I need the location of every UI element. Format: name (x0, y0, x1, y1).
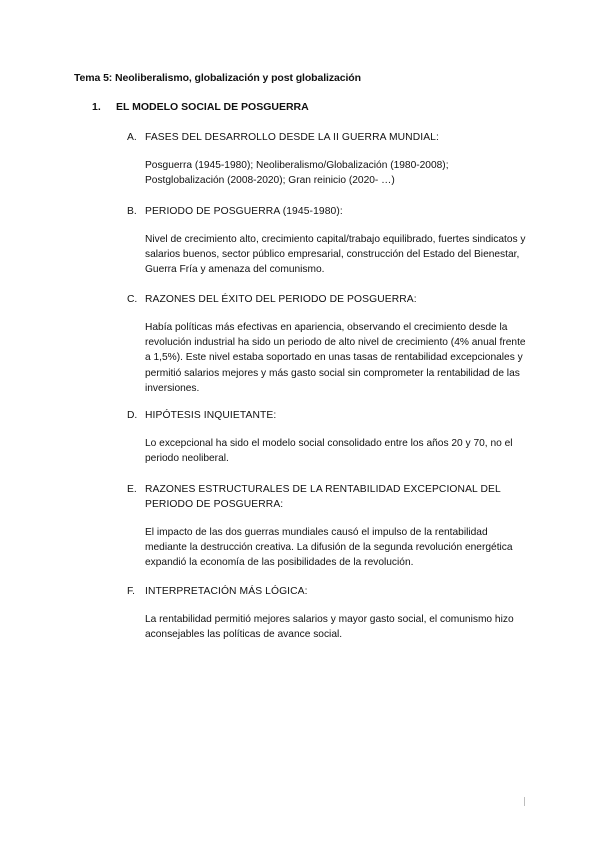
section-number: 1. (92, 101, 101, 113)
item-body: Nivel de crecimiento alto, crecimiento capital/trabajo equilibrado, fuertes sindicatos y salarios buenos, sector público empresarial, construcción del Estado del Bienestar, Guerra Fría y amenaza del comunismo. (145, 234, 526, 276)
item-letter: D. (127, 410, 138, 421)
item-body: Lo excepcional ha sido el modelo social consolidado entre los años 20 y 70, no el periodo neoliberal. (145, 438, 513, 465)
item-letter: A. (127, 132, 137, 143)
item-body: Posguerra (1945-1980); Neoliberalismo/Globalización (1980-2008); Postglobalización (2008-2020); Gran reinicio (2020- …) (145, 160, 449, 187)
item-letter: E. (127, 484, 137, 495)
item-heading (127, 482, 527, 512)
item-body: La rentabilidad permitió mejores salarios y mayor gasto social, el comunismo hizo aconsejables las políticas de avance social. (145, 614, 514, 641)
list-item-a (127, 130, 527, 188)
section-heading (92, 101, 309, 113)
list-item-e (127, 482, 527, 571)
list-item-b (127, 204, 527, 278)
item-label: RAZONES DEL ÉXITO DEL PERIODO DE POSGUERRA: (145, 294, 417, 305)
item-letter: F. (127, 586, 136, 597)
list-item-d (127, 408, 527, 466)
item-label: HIPÓTESIS INQUIETANTE: (145, 410, 277, 421)
item-heading (127, 292, 527, 307)
list-item-c (127, 292, 527, 396)
item-heading (127, 408, 527, 423)
item-body: Había políticas más efectivas en apariencia, observando el crecimiento desde la revolución industrial ha sido un periodo de alto nivel de crecimiento (4% anual frente a 1,5%). Este nivel estaba soportado en unas tasas de rentabilidad excepcionales y permitió salarios mejores y más gasto social sin comprometer la rentabilidad de las inversiones. (145, 322, 526, 394)
section-title: EL MODELO SOCIAL DE POSGUERRA (116, 101, 309, 113)
item-heading (127, 204, 527, 219)
item-letter: B. (127, 206, 137, 217)
item-label: PERIODO DE POSGUERRA (1945-1980): (145, 206, 343, 217)
item-label: RAZONES ESTRUCTURALES DE LA RENTABILIDAD EXCEPCIONAL DEL PERIODO DE POSGUERRA: (145, 484, 501, 510)
item-letter: C. (127, 294, 138, 305)
item-label: FASES DEL DESARROLLO DESDE LA II GUERRA MUNDIAL: (145, 132, 439, 143)
document-title: Tema 5: Neoliberalismo, globalización y post globalización (74, 72, 361, 84)
list-item-f (127, 584, 527, 642)
item-heading (127, 584, 527, 599)
item-label: INTERPRETACIÓN MÁS LÓGICA: (145, 586, 308, 597)
page-marker (524, 797, 525, 806)
item-body: El impacto de las dos guerras mundiales causó el impulso de la rentabilidad mediante la destrucción creativa. La difusión de la segunda revolución energética expandió la economía de las posibilidades de la revolución. (145, 527, 513, 569)
item-heading (127, 130, 527, 145)
